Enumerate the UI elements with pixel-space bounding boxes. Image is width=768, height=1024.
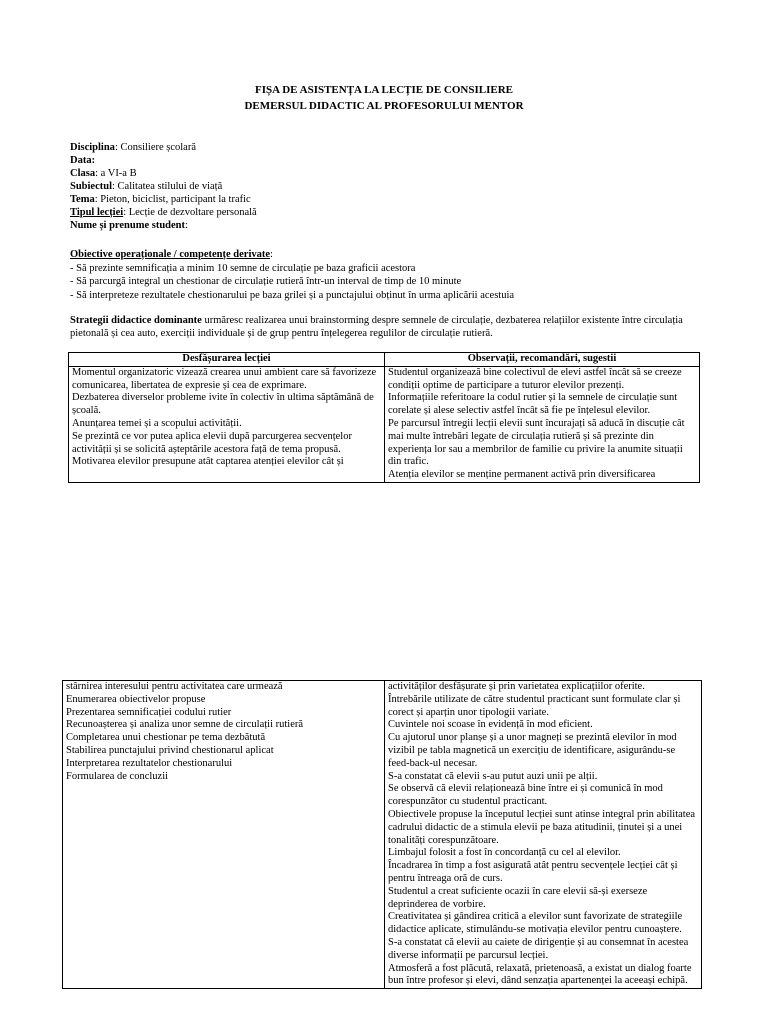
observatii-paragraph: Întrebările utilizate de către studentul practicant sunt formulate clar și corect și aparțin unor tipologii variate. — [388, 693, 681, 718]
data-row — [70, 154, 257, 167]
observatii-paragraph: S-a constatat că elevii au caiete de dirigenție și au consemnat în acestea diverse informații pe parcursul lecției. — [388, 936, 689, 961]
table-row — [63, 681, 702, 989]
tema-row — [70, 193, 257, 206]
objective-item: - Să prezinte semnificația a minim 10 semne de circulație pe baza graficii acestora — [70, 262, 416, 274]
observatii-paragraph: Se observă că elevii relaționează bine între ei și comunică în mod corespunzător cu studentul practicant. — [388, 783, 663, 808]
tema-value: : Pieton, biciclist, participant la trafic — [94, 194, 251, 205]
observatii-paragraph: S-a constatat că elevii s-au putut auzi unii pe alții. — [388, 770, 598, 782]
lesson-table-continued — [62, 680, 702, 989]
desfasurare-paragraph: Momentul organizatoric vizează crearea unui ambient care să favorizeze comunicarea, libertatea de expresie și cea de exprimare. — [72, 366, 377, 391]
desfasurare-paragraph: Completarea unui chestionar pe tema dezbătută — [66, 732, 266, 744]
observatii-paragraph: Studentul organizează bine colectivul de elevi astfel încât să se creeze condiții optime de participare a tuturor elevilor prezenți. — [388, 366, 682, 391]
tip-lectie-label: Tipul lecției — [70, 207, 124, 218]
objectives-section — [70, 248, 710, 302]
observatii-paragraph: Încadrarea în timp a fost asigurată atât pentru secvențele lecției cât și pentru întreaga oră de curs. — [388, 860, 678, 884]
data-label: Data: — [70, 155, 96, 166]
disciplina-row — [70, 141, 257, 154]
observatii-paragraph: Atenția elevilor se menține permanent activă prin diversificarea — [388, 469, 656, 481]
observatii-paragraph: Obiectivele propuse la începutul lecției sunt atinse integral prin abilitatea cadrului didactic de a stimula elevii pe baza atitudinii, ținutei și a unei tonalități corespunzătoare. — [388, 808, 696, 846]
student-label: Nume și prenume student — [70, 220, 186, 231]
student-row — [70, 219, 257, 232]
objectives-heading: Obiective operaționale / competențe derivate — [70, 249, 271, 260]
subiect-label: Subiectul — [70, 181, 113, 192]
subiect-value: : Calitatea stilului de viață — [112, 181, 223, 192]
clasa-row — [70, 167, 257, 180]
desfasurare-paragraph: Se prezintă ce vor putea aplica elevii după parcurgerea secvențelor activității și se solicită așteptările acestora față de tema propusă. — [72, 430, 352, 455]
table-row — [69, 366, 700, 482]
lesson-metadata — [70, 141, 257, 232]
subiect-row — [70, 180, 257, 193]
observatii-paragraph: Creativitatea și gândirea critică a elevilor sunt favorizate de strategiile didactice aplicate, stimulându-se motivația elevilor pentru cunoaștere. — [388, 911, 683, 936]
desfasurare-paragraph: Stabilirea punctajului privind chestionarul aplicat — [66, 744, 274, 756]
desfasurare-paragraph: Enumerarea obiectivelor propuse — [66, 693, 206, 705]
strategies-paragraph — [70, 314, 710, 340]
table-header-row — [69, 353, 700, 367]
desfasurare-paragraph: Prezentarea semnificației codului rutier — [66, 706, 232, 718]
tip-lectie-row — [70, 206, 257, 219]
desfasurare-paragraph: Motivarea elevilor presupune atât captarea atenției elevilor cât și — [72, 456, 344, 468]
desfasurare-paragraph: Dezbaterea diverselor probleme ivite în colectiv în ultima săptămână de școală. — [72, 392, 374, 417]
lesson-table — [68, 352, 700, 483]
observatii-paragraph: Cuvintele noi scoase în evidență în mod eficient. — [388, 719, 593, 731]
objectives-heading-suffix: : — [270, 249, 273, 260]
tip-lectie-value: : Lecție de dezvoltare personală — [123, 207, 257, 218]
observatii-cell — [385, 366, 700, 482]
observatii-paragraph: Cu ajutorul unor planșe și a unor magneți se prezintă elevilor în mod vizibil pe tabla magnetică un exercițiu de identificare, asigurându-se feed-back-ul necesar. — [388, 732, 677, 769]
observatii-paragraph: Pe parcursul întregii lecții elevii sunt încurajați să aducă în discuție cât mai multe întrebări legate de circulația rutieră și să prezinte din experiența lor sau a membrilor de familie cu privire la anumite situații din trafic. — [388, 417, 685, 468]
objectives-heading-row — [70, 248, 710, 262]
tema-label: Tema — [70, 194, 95, 205]
strategies-text: urmăresc realizarea unui brainstorming despre semnele de circulație, dezbaterea relațiilor existente între circulația pietonală și cea auto, exerciții individuale și de grup pentru înțelegerea regulilor de circulație rutieră. — [70, 315, 683, 339]
student-value: : — [185, 220, 188, 231]
observatii-paragraph: Informațiile referitoare la codul rutier și la semnele de circulație sunt corelate și alese selectiv astfel încât să fie pe înțelesul elevilor. — [388, 392, 678, 417]
desfasurare-paragraph: Recunoașterea și analiza unor semne de circulații rutieră — [66, 719, 304, 731]
disciplina-label: Disciplina — [70, 142, 115, 153]
document-title-line-1: FIȘA DE ASISTENȚA LA LECȚIE DE CONSILIERE — [255, 84, 513, 96]
objective-item: - Să interpreteze rezultatele chestionarului pe baza grilei și a punctajului obținut în urma aplicării acestuia — [70, 289, 515, 301]
disciplina-value: : Consiliere școlară — [114, 142, 196, 153]
lesson-table-page-1 — [68, 352, 700, 503]
observatii-paragraph: Atmosferă a fost plăcută, relaxată, prietenoasă, a existat un dialog foarte bun între profesor și elevi, dând senzația apartenenței la aceeași echipă. — [388, 962, 692, 987]
objective-item: - Să parcurgă integral un chestionar de circulație rutieră într-un interval de timp de 10 minute — [70, 276, 462, 287]
desfasurare-paragraph: Interpretarea rezultatelor chestionarului — [66, 757, 233, 769]
lesson-table-page-2 — [62, 680, 702, 1024]
desfasurare-cell — [69, 366, 385, 482]
clasa-value: : a VI-a B — [95, 168, 137, 179]
observatii-cell — [385, 681, 702, 989]
observatii-paragraph: Limbajul folosit a fost în concordanță cu cel al elevilor. — [388, 847, 621, 859]
clasa-label: Clasa — [70, 168, 96, 179]
strategies-label: Strategii didactice dominante — [70, 315, 202, 326]
column-header-desfasurare: Desfășurarea lecției — [69, 353, 385, 367]
desfasurare-paragraph: Anunțarea temei și a scopului activității. — [72, 417, 242, 429]
desfasurare-paragraph: Formularea de concluzii — [66, 770, 169, 782]
desfasurare-cell — [63, 681, 385, 989]
observatii-paragraph: activităților desfășurate și prin varietatea explicațiilor oferite. — [388, 681, 645, 692]
column-header-observatii: Observații, recomandări, sugestii — [385, 353, 700, 367]
document-title-line-2: DEMERSUL DIDACTIC AL PROFESORULUI MENTOR — [244, 100, 524, 112]
observatii-paragraph: Studentul a creat suficiente ocazii în care elevii să-și exerseze deprinderea de vorbire. — [388, 885, 648, 910]
desfasurare-paragraph: stârnirea interesului pentru activitatea care urmează — [66, 681, 283, 692]
